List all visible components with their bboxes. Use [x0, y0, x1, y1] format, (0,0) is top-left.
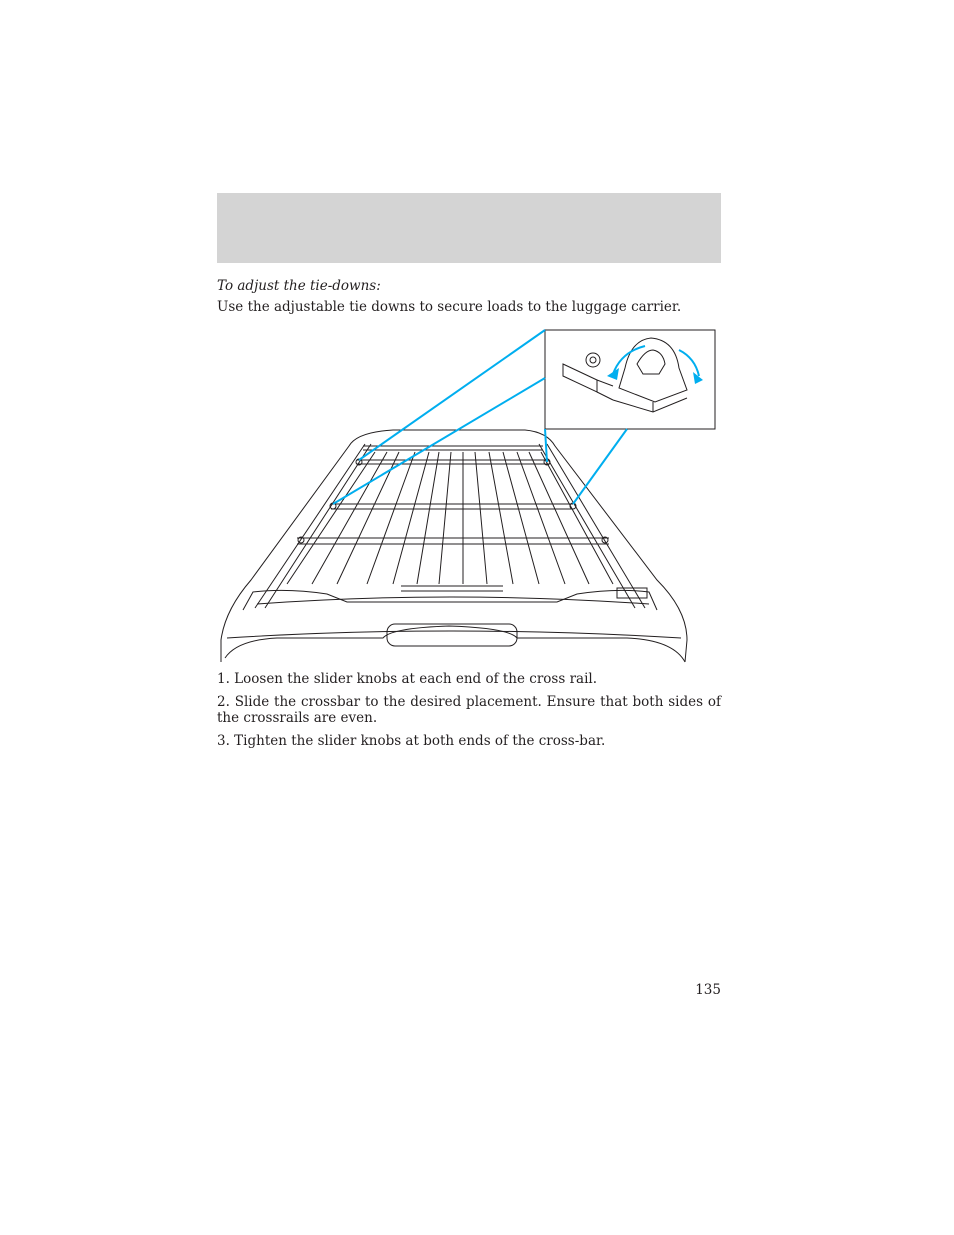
left-side-rail: [255, 444, 365, 608]
leader-line-4: [573, 429, 627, 504]
roof-outline: [221, 430, 687, 662]
leader-line-3: [545, 429, 547, 462]
step-3: 3. Tighten the slider knobs at both ends of the cross-bar.: [217, 733, 606, 749]
slider-knob: [586, 353, 600, 367]
tie-down-hook: [619, 338, 687, 402]
crossbar-front: [297, 538, 609, 544]
page-number: 135: [695, 982, 721, 998]
right-side-rail: [547, 444, 645, 608]
crossbar-far: [363, 446, 543, 450]
intro-paragraph: Use the adjustable tie downs to secure loads to the luggage carrier.: [217, 299, 682, 315]
leader-line-2: [333, 378, 545, 504]
subheading: To adjust the tie-downs:: [217, 278, 381, 294]
rotation-arrow-head-left: [607, 368, 619, 380]
step-2: 2. Slide the crossbar to the desired placement. Ensure that both sides of the crossrails are even.: [217, 694, 721, 726]
luggage-rack-illustration: [217, 328, 721, 666]
section-header-band: [217, 193, 721, 263]
step-1: 1. Loosen the slider knobs at each end of the cross rail.: [217, 671, 597, 687]
